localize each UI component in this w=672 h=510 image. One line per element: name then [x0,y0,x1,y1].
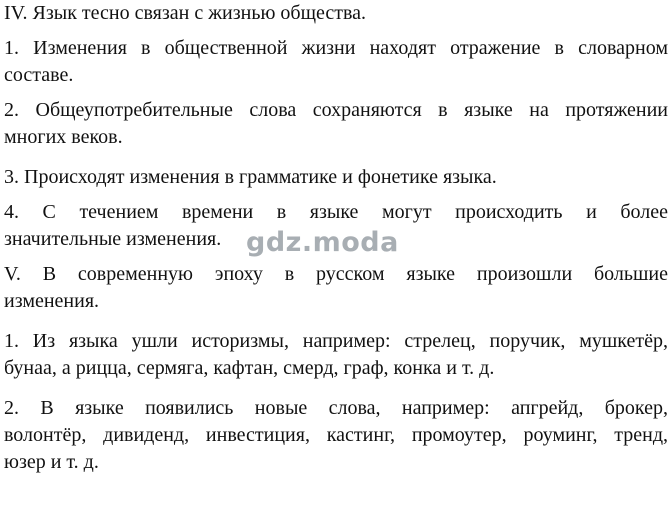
paragraph-line: 2. В языке появились новые слова, например: апгрейд, брокер, [4,397,668,419]
paragraph-line: изменения. [4,290,100,312]
section-heading-iv: IV. Язык тесно связан с жизнью общества. [4,2,367,24]
paragraph-line: 1. Изменения в общественной жизни находят отражение в словарном [4,37,668,59]
watermark: gdz.moda [246,227,399,258]
paragraph-line: многих веков. [4,126,123,148]
paragraph-line: 3. Происходят изменения в грамматике и фонетике языка. [4,166,497,188]
paragraph-line: 4. С течением времени в языке могут происходить и более [4,201,668,223]
section-heading-v: V. В современную эпоху в русском языке произошли большие [4,263,668,285]
paragraph-line: 1. Из языка ушли историзмы, например: стрелец, поручик, мушкетёр, [4,330,668,352]
paragraph-line: 2. Общеупотребительные слова сохраняются в языке на протяжении [4,99,668,121]
paragraph-line: значительные изменения. [4,228,222,250]
paragraph-line: бунаа, а рицца, сермяга, кафтан, смерд, граф, конка и т. д. [4,357,495,379]
paragraph-line: юзер и т. д. [4,451,99,473]
paragraph-line: составе. [4,64,74,86]
paragraph-line: волонтёр, дивиденд, инвестиция, кастинг, промоутер, роуминг, тренд, [4,424,668,446]
